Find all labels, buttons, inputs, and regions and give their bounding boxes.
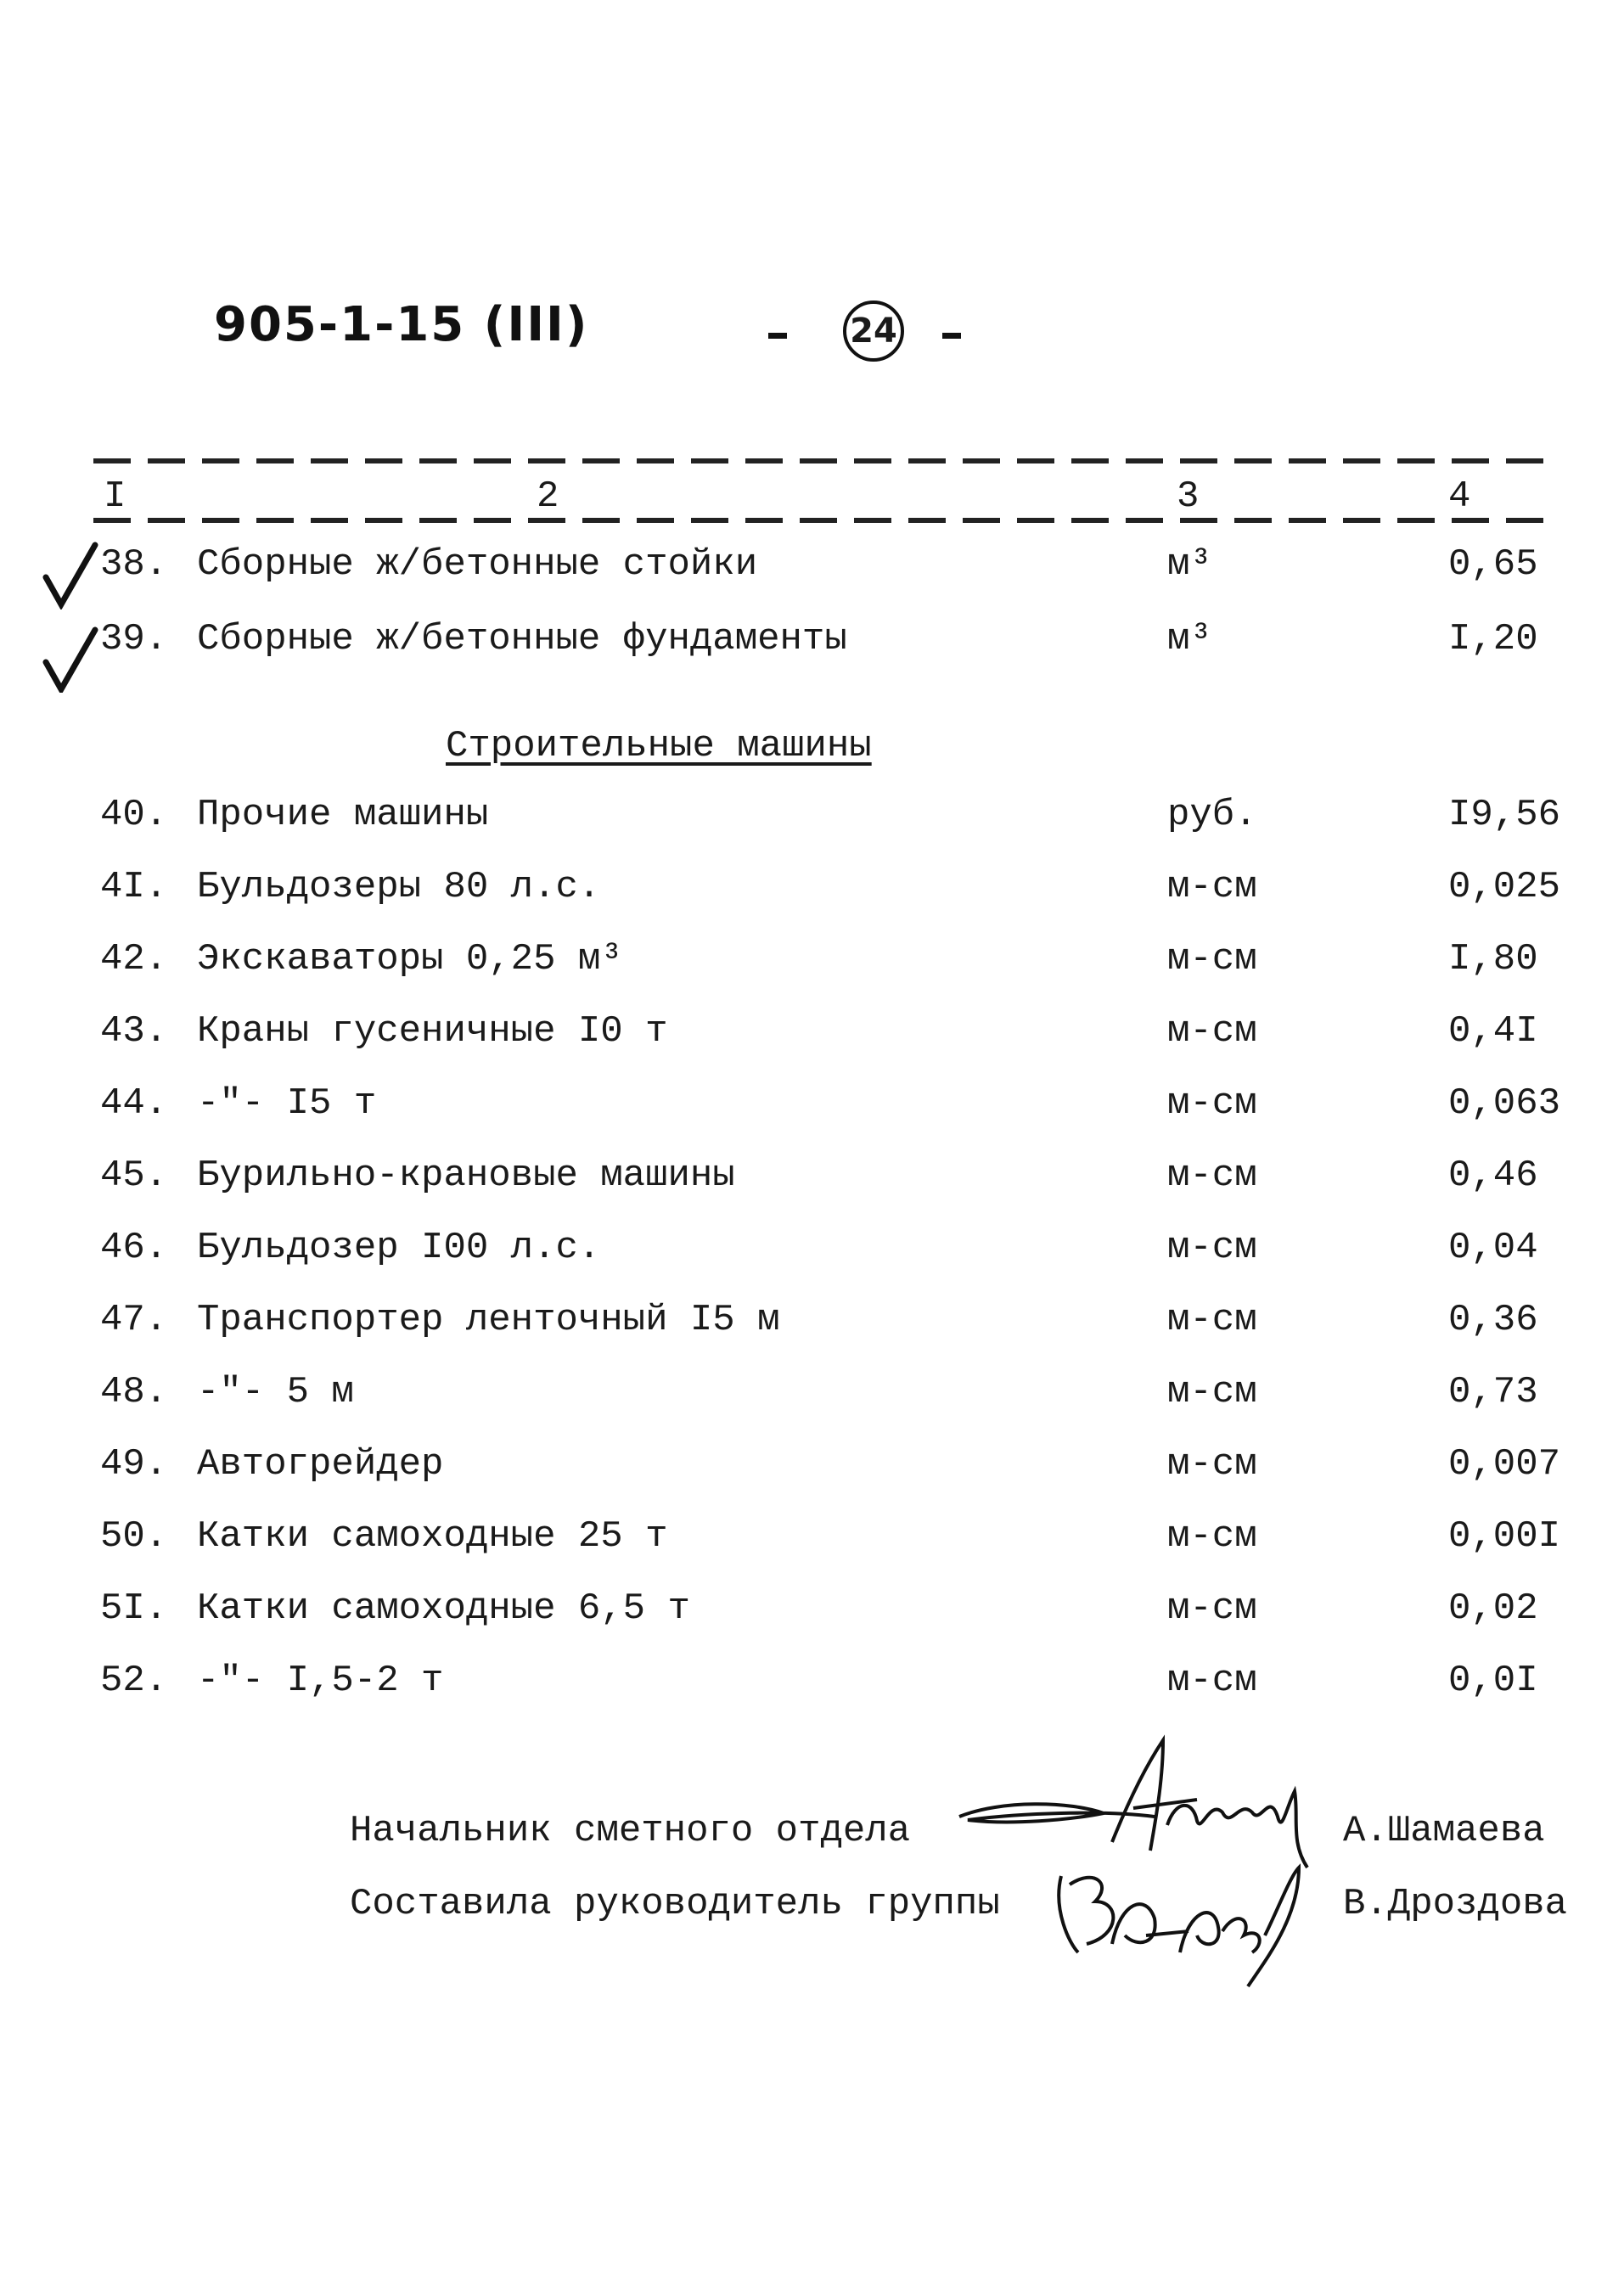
row-unit: м-см xyxy=(1167,1010,1257,1053)
row-name: Сборные ж/бетонные стойки xyxy=(197,543,758,586)
row-number: 44. xyxy=(100,1082,168,1125)
column-number-3: 3 xyxy=(1177,475,1200,518)
signature-title-1: Начальник сметного отдела xyxy=(350,1810,911,1852)
table-row xyxy=(0,618,1624,677)
row-name: Экскаваторы 0,25 м³ xyxy=(197,938,623,980)
table-row xyxy=(0,1371,1624,1430)
section-title: Строительные машины xyxy=(446,725,872,767)
column-number-2: 2 xyxy=(537,475,559,518)
row-name: Катки самоходные 25 т xyxy=(197,1515,668,1558)
row-unit: м-см xyxy=(1167,1660,1257,1702)
row-value: I9,56 xyxy=(1448,794,1561,836)
row-number: 5I. xyxy=(100,1587,168,1630)
table-row xyxy=(0,1154,1624,1214)
row-unit: м-см xyxy=(1167,1154,1257,1197)
page-number-block xyxy=(768,297,964,365)
table-row xyxy=(0,1660,1624,1719)
row-unit: м-см xyxy=(1167,938,1257,980)
row-unit: м³ xyxy=(1167,543,1212,586)
table-row xyxy=(0,1082,1624,1142)
row-value: 0,65 xyxy=(1448,543,1538,586)
row-value: 0,46 xyxy=(1448,1154,1538,1197)
table-row xyxy=(0,1010,1624,1070)
signature-2-image xyxy=(1044,1851,1316,1995)
row-number: 49. xyxy=(100,1443,168,1486)
page-number: 24 xyxy=(843,301,904,362)
row-name: Прочие машины xyxy=(197,794,489,836)
row-name: Автогрейдер xyxy=(197,1443,444,1486)
table-row xyxy=(0,938,1624,997)
row-unit: м-см xyxy=(1167,1227,1257,1269)
row-name: Сборные ж/бетонные фундаменты xyxy=(197,618,847,660)
row-value: 0,025 xyxy=(1448,866,1561,908)
row-number: 48. xyxy=(100,1371,168,1413)
table-row xyxy=(0,1443,1624,1503)
row-name: -"- I5 т xyxy=(197,1082,377,1125)
table-row xyxy=(0,866,1624,925)
row-name: -"- 5 м xyxy=(197,1371,354,1413)
table-row xyxy=(0,1587,1624,1647)
row-number: 43. xyxy=(100,1010,168,1053)
row-value: 0,02 xyxy=(1448,1587,1538,1630)
row-unit: м-см xyxy=(1167,1299,1257,1341)
row-number: 39. xyxy=(100,618,168,660)
row-value: I,20 xyxy=(1448,618,1538,660)
row-number: 50. xyxy=(100,1515,168,1558)
table-row xyxy=(0,794,1624,853)
row-value: 0,4I xyxy=(1448,1010,1538,1053)
row-value: I,80 xyxy=(1448,938,1538,980)
checkmark-icon xyxy=(41,542,100,609)
row-value: 0,007 xyxy=(1448,1443,1561,1486)
row-number: 40. xyxy=(100,794,168,836)
signature-title-2: Составила руководитель группы xyxy=(350,1883,1000,1925)
column-number-1: I xyxy=(104,475,126,518)
row-unit: м-см xyxy=(1167,1082,1257,1125)
row-number: 46. xyxy=(100,1227,168,1269)
row-unit: руб. xyxy=(1167,794,1257,836)
row-name: Краны гусеничные I0 т xyxy=(197,1010,668,1053)
row-value: 0,04 xyxy=(1448,1227,1538,1269)
row-value: 0,36 xyxy=(1448,1299,1538,1341)
row-name: Транспортер ленточный I5 м xyxy=(197,1299,780,1341)
row-unit: м³ xyxy=(1167,618,1212,660)
table-row xyxy=(0,543,1624,603)
checkmark-icon xyxy=(41,625,100,693)
signature-name-1: А.Шамаева xyxy=(1343,1810,1545,1852)
row-value: 0,0I xyxy=(1448,1660,1538,1702)
row-unit: м-см xyxy=(1167,1371,1257,1413)
row-value: 0,00I xyxy=(1448,1515,1561,1558)
row-unit: м-см xyxy=(1167,1515,1257,1558)
table-row xyxy=(0,1227,1624,1286)
dash-left xyxy=(768,333,787,339)
row-value: 0,063 xyxy=(1448,1082,1561,1125)
table-header-rule xyxy=(93,518,1545,523)
row-number: 47. xyxy=(100,1299,168,1341)
row-name: Бурильно-крановые машины xyxy=(197,1154,735,1197)
row-name: Бульдозер I00 л.с. xyxy=(197,1227,601,1269)
dash-right xyxy=(942,333,961,339)
table-top-rule xyxy=(93,458,1545,463)
signature-name-2: В.Дроздова xyxy=(1343,1883,1568,1925)
row-value: 0,73 xyxy=(1448,1371,1538,1413)
row-number: 42. xyxy=(100,938,168,980)
row-unit: м-см xyxy=(1167,1443,1257,1486)
table-row xyxy=(0,1299,1624,1358)
document-code: 905-1-15 (III) xyxy=(214,297,589,352)
row-name: Катки самоходные 6,5 т xyxy=(197,1587,690,1630)
row-number: 38. xyxy=(100,543,168,586)
column-number-4: 4 xyxy=(1448,475,1471,518)
row-number: 45. xyxy=(100,1154,168,1197)
row-name: Бульдозеры 80 л.с. xyxy=(197,866,601,908)
row-number: 52. xyxy=(100,1660,168,1702)
row-number: 4I. xyxy=(100,866,168,908)
row-name: -"- I,5-2 т xyxy=(197,1660,444,1702)
row-unit: м-см xyxy=(1167,1587,1257,1630)
table-row xyxy=(0,1515,1624,1575)
row-unit: м-см xyxy=(1167,866,1257,908)
